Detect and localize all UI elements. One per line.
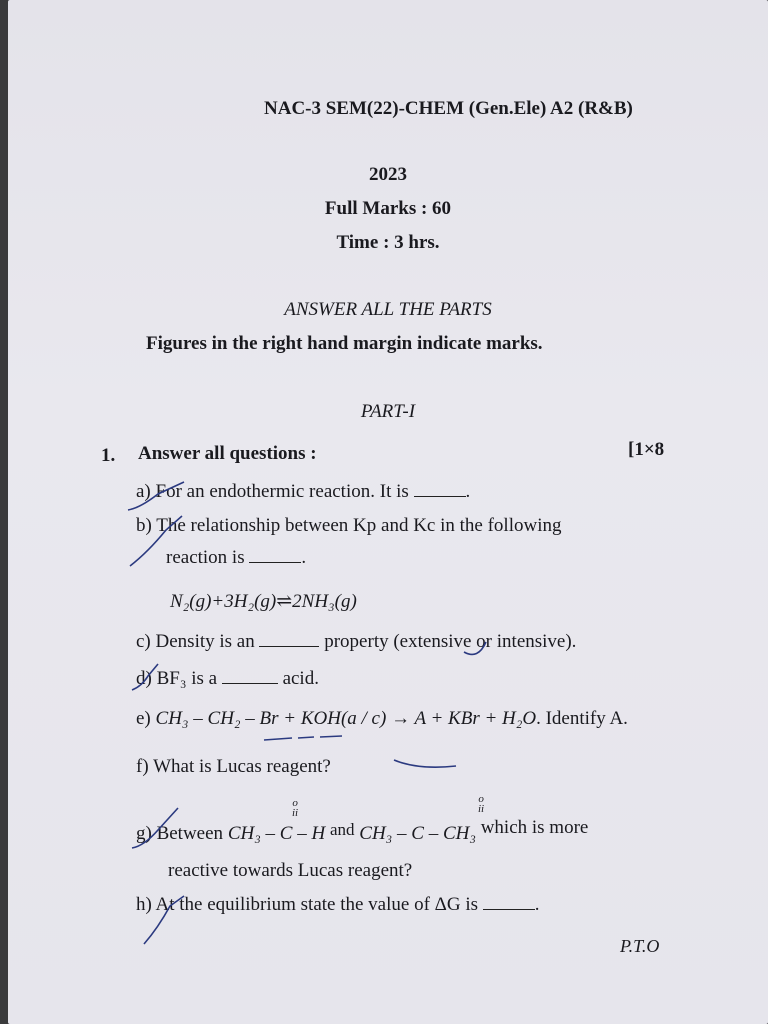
item-f-label: f) [136,756,149,777]
item-d-text-1: BF₃ is a [156,668,218,689]
item-b-label: b) [136,515,152,536]
underline-e [264,736,342,740]
item-d-label: d) [136,668,152,689]
answer-all-instruction: ANSWER ALL THE PARTS [284,299,492,320]
carbonyl-oxygen-1: o ii [292,797,299,819]
item-h-text: At the equilibrium state the value of ΔG is [155,894,479,915]
part-title: PART-I [360,401,416,422]
tick-mark-f [394,760,456,767]
item-a-label: a) [136,481,151,502]
item-e-equation: CH₃ – CH₂ – Br + KOH(a / c) → A + KBr + H₂O [155,708,537,729]
item-c-text-1: Density is an [155,631,255,652]
item-f-text: What is Lucas reagent? [153,756,331,777]
item-g-equation-1: CH₃ – C – H [227,823,326,844]
item-a-end: . [465,481,471,502]
carbonyl-oxygen-2: o ii [478,793,485,815]
exam-year: 2023 [369,164,407,185]
item-c-text-2: property (extensive or intensive). [324,631,577,652]
item-e [136,708,628,730]
item-h-label: h) [136,894,152,915]
item-f [136,756,331,778]
item-g [136,817,588,845]
item-b-blank [249,548,301,563]
item-h-end: . [534,894,540,915]
question-marks: [1×8 [628,439,665,460]
item-d [136,668,319,690]
item-a-text: For an endothermic reaction. It is [155,481,409,502]
item-e-label: e) [136,708,151,729]
time-allowed: Time : 3 hrs. [336,232,440,253]
item-c-label: c) [136,631,151,652]
page-turn-over: P.T.O [620,936,660,956]
item-h [136,894,540,916]
item-c [136,631,576,653]
item-g-equation-2: CH₃ – C – CH₃ [359,823,476,844]
item-g-text-2: which is more [480,817,589,838]
question-title: Answer all questions : [138,443,317,464]
item-a [136,481,470,503]
item-d-text-2: acid. [282,668,319,689]
item-g-label: g) [136,823,152,844]
question-number: 1. [101,445,116,466]
item-d-blank [222,669,278,684]
exam-paper [8,0,768,1024]
item-g-and: and [329,820,355,839]
item-b-equation: N₂(g)+3H₂(g)⇌2NH₃(g) [170,591,357,612]
item-e-text: . Identify A. [536,708,628,729]
item-g-text-1: Between [156,823,224,844]
item-a-blank [414,482,466,497]
item-b-text-2: reaction is [166,547,245,568]
item-b-line2 [166,547,306,569]
item-c-blank [259,632,319,647]
marks-instruction: Figures in the right hand margin indicate marks. [146,333,543,354]
full-marks: Full Marks : 60 [324,198,452,219]
item-b [136,515,561,537]
item-b-text-1: The relationship between Kp and Kc in the following [156,515,562,536]
item-h-blank [483,895,535,910]
item-g-text-3: reactive towards Lucas reagent? [168,860,413,881]
item-b-end: . [301,547,307,568]
paper-code: NAC-3 SEM(22)-CHEM (Gen.Ele) A2 (R&B) [264,98,633,119]
